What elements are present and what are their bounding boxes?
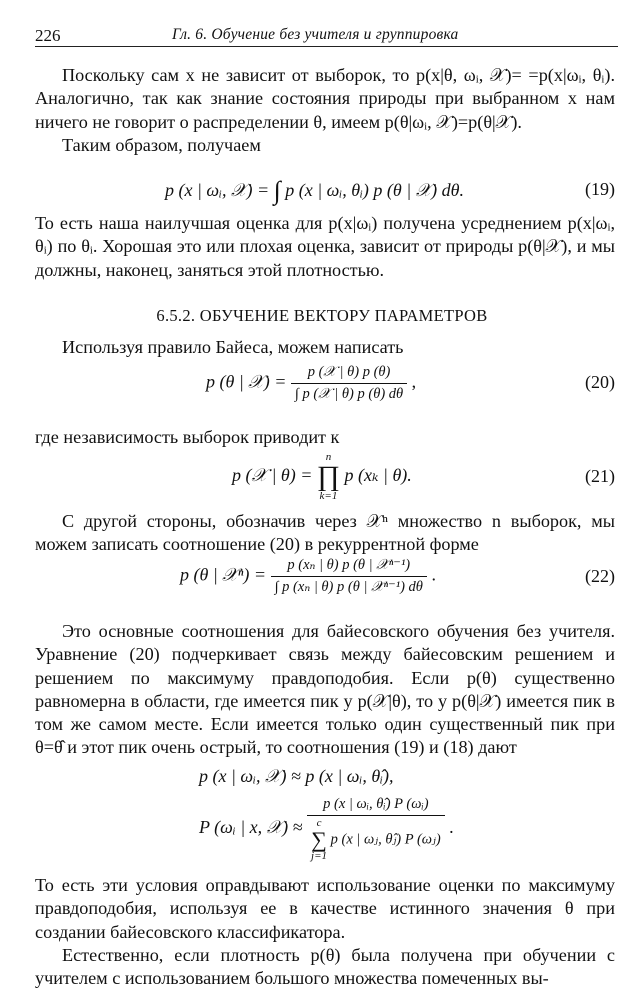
page-header xyxy=(35,24,618,47)
equation-23-line-2 xyxy=(199,796,454,862)
equation-number-20: (20) xyxy=(585,372,615,392)
paragraph-5: где независимость выборок приводит к xyxy=(35,427,340,447)
product-operator xyxy=(317,452,340,502)
eq20-numerator: p (𝒳 | θ) p (θ) xyxy=(291,364,407,384)
eq23-trail: . xyxy=(449,817,454,838)
equation-number-19: (19) xyxy=(585,179,615,199)
sum-upper-limit: c xyxy=(316,817,322,829)
eq22-left: p (θ | 𝒳ⁿ) = xyxy=(180,564,267,585)
eq23-denominator-body: p (x | ωⱼ, θ̂ⱼ) P (ωⱼ) xyxy=(330,831,441,848)
paragraph-7: Это основные соотношения для байесовского обучения без учителя. Уравнение (20) подчеркивает связь между байесовским решением и решением по максимуму правдоподобия. Если p(θ) существенно равномерна в области, где имеется пик у p(𝒳|θ), то у p(θ|𝒳) имеется пик в том же самом месте. Если имеется только один существенный пик при θ=θ̂ и этот пик очень острый, то соотношения (19) и (18) дают xyxy=(35,621,615,758)
integral-sign: ∫ xyxy=(273,176,281,205)
paragraph-3: То есть наша наилучшая оценка для p(x|ωᵢ) получена усреднением p(x|ωᵢ, θᵢ) по θᵢ. Хорошая это или плохая оценка, зависит от природы p(θ|𝒳), и мы должны, наконец, заняться этой плотностью. xyxy=(35,213,615,280)
equation-20 xyxy=(206,364,416,403)
equation-19 xyxy=(165,176,464,206)
paragraph-1: Поскольку сам x не зависит от выборок, то p(x|θ, ωᵢ, 𝒳)= =p(x|ωᵢ, θᵢ). Аналогично, так как знание состояния природы при выбранном x нам ничего не говорит о распределении θ, имеем p(θ|ωᵢ, 𝒳)=p(θ|𝒳). xyxy=(35,65,615,132)
product-sign: ∏ xyxy=(316,461,340,492)
product-lower-limit: k=1 xyxy=(319,490,338,502)
eq19-right: p (x | ωᵢ, θᵢ) p (θ | 𝒳) dθ. xyxy=(285,180,465,200)
eq19-left: p (x | ωᵢ, 𝒳) = xyxy=(165,180,270,200)
eq21-right: p (xₖ | θ). xyxy=(344,465,412,486)
sum-sign: ∑ xyxy=(311,827,327,852)
eq23-denominator xyxy=(307,816,445,862)
page-number: 226 xyxy=(35,26,61,45)
eq22-fraction xyxy=(271,557,427,596)
eq23-fraction xyxy=(307,796,445,862)
eq20-left: p (θ | 𝒳) = xyxy=(206,371,287,392)
equation-number-21: (21) xyxy=(585,466,615,486)
paragraph-2: Таким образом, получаем xyxy=(62,135,261,155)
eq22-numerator: p (xₙ | θ) p (θ | 𝒳ⁿ⁻¹) xyxy=(271,557,427,577)
paragraph-8: То есть эти условия оправдывают использование оценки по максимуму правдоподобия, используя ее в качестве истинного значения θ при создании байесовского классификатора. xyxy=(35,875,615,942)
product-upper-limit: n xyxy=(325,451,332,463)
sum-lower-limit: j=1 xyxy=(311,850,327,862)
eq22-trail: . xyxy=(431,564,436,585)
paragraph-6: С другой стороны, обозначив через 𝒳ⁿ множество n выборок, мы можем записать соотношение (20) в рекуррентной форме xyxy=(35,511,615,555)
section-heading: 6.5.2. ОБУЧЕНИЕ ВЕКТОРУ ПАРАМЕТРОВ xyxy=(156,306,488,325)
equation-23-line-1 xyxy=(199,766,394,787)
running-head: Гл. 6. Обучение без учителя и группировка xyxy=(172,26,459,43)
paragraph-9: Естественно, если плотность p(θ) была получена при обучении с учителем с использованием большого множества помеченных вы- xyxy=(35,945,615,989)
eq20-trail: , xyxy=(411,371,417,392)
eq21-left: p (𝒳 | θ) = xyxy=(232,465,313,486)
eq23-line2-left: P (ωᵢ | x, 𝒳) ≈ xyxy=(199,817,303,838)
equation-21 xyxy=(232,452,412,502)
eq20-denominator: ∫ p (𝒳 | θ) p (θ) dθ xyxy=(294,386,404,402)
sum-operator xyxy=(311,818,327,862)
eq20-fraction xyxy=(291,364,407,403)
eq23-line1: p (x | ωᵢ, 𝒳) ≈ p (x | ωᵢ, θ̂ᵢ), xyxy=(199,766,394,786)
equation-number-22: (22) xyxy=(585,566,615,586)
paragraph-4: Используя правило Байеса, можем написать xyxy=(62,337,404,357)
equation-22 xyxy=(180,557,436,596)
eq23-numerator: p (x | ωᵢ, θ̂ᵢ) P (ωᵢ) xyxy=(307,796,445,816)
eq22-denominator: ∫ p (xₙ | θ) p (θ | 𝒳ⁿ⁻¹) dθ xyxy=(274,579,423,595)
